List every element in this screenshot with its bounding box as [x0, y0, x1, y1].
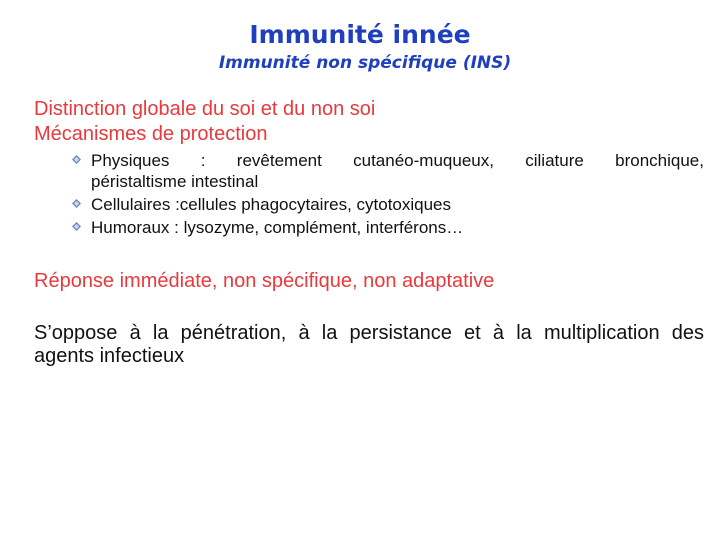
list-item: [72, 217, 704, 238]
slide-title: Immunité innée: [249, 20, 471, 49]
slide-subtitle: Immunité non spécifique (INS): [218, 53, 512, 73]
list-item: [72, 194, 704, 215]
diamond-bullet-icon: [72, 222, 81, 231]
item-mecanismes: Mécanismes de protection: [34, 123, 268, 145]
diamond-bullet-icon: [72, 199, 81, 208]
item-reponse: Réponse immédiate, non spécifique, non adaptative: [34, 270, 495, 292]
bullet-physiques-line1: Physiques : revêtement cutanéo-muqueux, ciliature bronchique,: [91, 151, 704, 170]
oppose-line2: agents infectieux: [34, 345, 185, 367]
list-item: [72, 150, 704, 192]
bullet-physiques-line2: péristaltisme intestinal: [91, 172, 259, 191]
bullet-humoraux: Humoraux : lysozyme, complément, interférons…: [91, 218, 464, 237]
item-distinction: Distinction globale du soi et du non soi: [34, 98, 376, 120]
protection-list: [34, 150, 704, 238]
bullet-cellulaires: Cellulaires :cellules phagocytaires, cytotoxiques: [91, 195, 452, 214]
item-oppose: [34, 322, 704, 368]
diamond-bullet-icon: [72, 155, 81, 164]
oppose-line1: S’oppose à la pénétration, à la persistance et à la multiplication des: [34, 322, 704, 344]
slide-content: [34, 97, 704, 368]
